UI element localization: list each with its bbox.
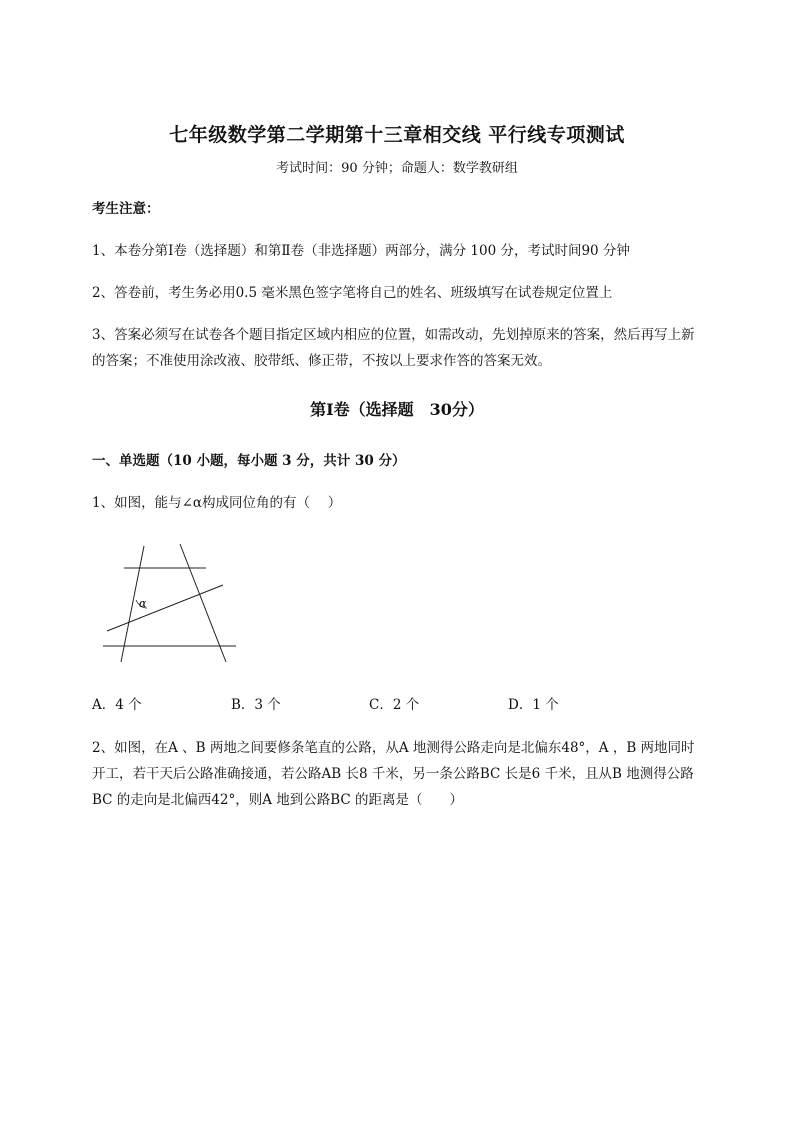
question-1-stem: 1、如图，能与∠α构成同位角的有（ ） <box>92 495 342 511</box>
transversal-oblique <box>107 585 223 631</box>
question-1-figure <box>98 540 243 666</box>
exam-info: 考试时间：90 分钟；命题人：数学教研组 <box>276 161 518 176</box>
question-2-line: BC 的走向是北偏西42°，则A 地到公路BC 的距离是（ ） <box>92 792 464 808</box>
angle-alpha-label: α <box>139 597 147 610</box>
choice-a[interactable]: A．4 个 <box>92 697 142 713</box>
choice-b[interactable]: B．3 个 <box>231 697 281 713</box>
choice-d[interactable]: D．1 个 <box>508 697 559 713</box>
notice-heading: 考生注意： <box>92 201 160 217</box>
question-2-line: 开工，若干天后公路准确接通，若公路AB 长8 千米，另一条公路BC 长是6 千米，且从B 地测得公路 <box>92 766 694 782</box>
question-2-line: 2、如图，在A 、B 两地之间要修条笔直的公路，从A 地测得公路走向是北偏东48°，A ，B 两地同时 <box>92 740 695 756</box>
section-title: 第Ⅰ卷（选择题 30分） <box>310 400 484 419</box>
page-title: 七年级数学第二学期第十三章相交线 平行线专项测试 <box>169 124 625 146</box>
choice-c[interactable]: C．2 个 <box>369 697 420 713</box>
notice-item: 3、答案必须写在试卷各个题目指定区域内相应的位置，如需改动，先划掉原来的答案，然后再写上新 <box>92 327 695 343</box>
notice-item: 2、答卷前，考生务必用0.5 毫米黑色签字笔将自己的姓名、班级填写在试卷规定位置上 <box>92 285 613 301</box>
part-heading: 一、单选题（10 小题，每小题 3 分，共计 30 分） <box>92 453 406 469</box>
notice-item: 1、本卷分第Ⅰ卷（选择题）和第Ⅱ卷（非选择题）两部分，满分 100 分，考试时间90 分钟 <box>92 243 630 259</box>
transversal-right <box>180 544 226 662</box>
notice-item: 的答案；不准使用涂改液、胶带纸、修正带，不按以上要求作答的答案无效。 <box>92 353 551 369</box>
